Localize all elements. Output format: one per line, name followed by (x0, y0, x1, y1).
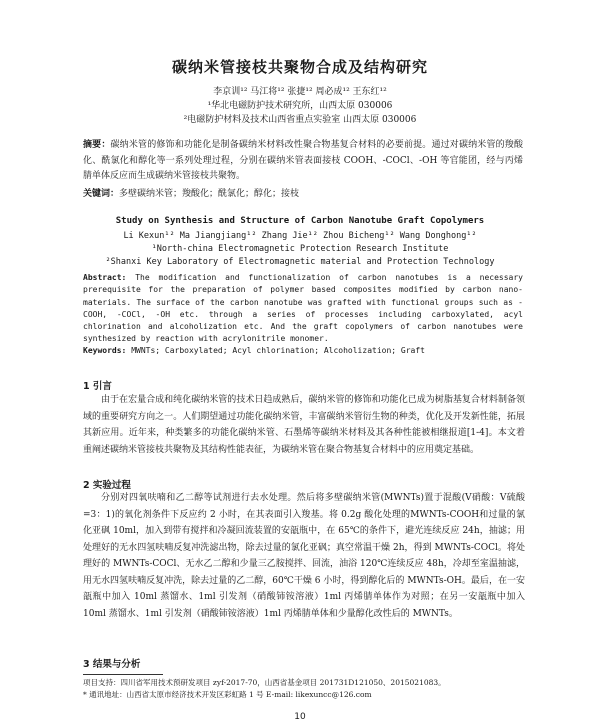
english-author-list: Li Kexun¹² Ma Jiangjiang¹² Zhang Jie¹² Zhou Bicheng¹² Wang Donghong¹² (123, 231, 477, 241)
paper-title: 碳纳米管接枝共聚物合成及结构研究 (171, 58, 428, 76)
footnote-contact: * 通讯地址：山西省太原市经济技术开发区彩虹路 1 号 E-mail: likexuncc@126.com (83, 690, 372, 699)
english-abstract (83, 272, 523, 346)
english-keywords (83, 346, 523, 355)
section-body-introduction: 由于在宏量合成和纯化碳纳米管的技术日趋成熟后，碳纳米管的修饰和功能化已成为树脂基复合材料制备领域的重要研究方向之一。人们期望通过功能化碳纳米管，丰富碳纳米管衍生物的种类，优化及开发新性能，拓展其新应用。近年来，种类繁多的功能化碳纳米管、石墨烯等碳纳米材料及其各种性能被相继报道[1-4]。本文着重阐述碳纳米管接枝共聚物及其结构性能表征，为碳纳米管在聚合物基复合材料中的应用奠定基础。 (83, 395, 525, 455)
english-abstract-label: Abstract: (83, 273, 127, 282)
english-affiliation-1: ¹North-china Electromagnetic Protection Research Institute (151, 244, 449, 254)
author-list: 李京训¹² 马江将¹² 张捷¹² 周必成¹² 王东红¹² (213, 87, 387, 97)
english-keywords-label: Keywords: (83, 346, 127, 355)
english-affiliation-2: ²Shanxi Key Laboratory of Electromagnetic material and Protection Technology (105, 257, 495, 267)
chinese-abstract-label: 摘要： (83, 140, 111, 150)
section-heading-introduction: 1 引言 (83, 381, 112, 392)
section-heading-results: 3 结果与分析 (83, 659, 141, 670)
footnote-funding: 项目支持：四川省军用技术预研发项目 zyf-2017-70，山西省基金项目 201731D121050、2015021083。 (83, 678, 446, 687)
chinese-keywords-label: 关键词： (83, 189, 120, 199)
section-heading-experiment: 2 实验过程 (83, 480, 131, 491)
chinese-keywords (83, 187, 523, 201)
footnote-divider (83, 674, 163, 675)
section-body-experiment: 分别对四氧呋喃和乙二醇等试剂进行去水处理。然后将多壁碳纳米管(MWNTs)置于混酸(V硝酸：V硫酸=3：1)的氧化剂条件下反应约 2 小时，在其表面引入羧基。将 0.2g 酸化处理的MWNTs-COOH和过量的氯化亚砜 10ml，加入到带有搅拌和冷凝回流装置的安瓿瓶中，在 65℃的条件下，避光连续反应 24h，抽滤；用处理好的无水四氢呋喃反复冲洗滤出物，除去过量的氯化亚砜；真空常温干燥 2h，得到 MWNTs-COCl。将处理好的 MWNTs-COCl、无水乙二醇和少量三乙胺搅拌、回流，油浴 120℃连续反应 48h，冷却至室温抽滤，用无水四氢呋喃反复冲洗，除去过量的乙二醇，60℃干燥 6 小时，得到醇化后的 MWNTs-OH。最后，在一安瓿瓶中加入 10ml 蒸馏水、1ml 引发剂（硝酸铈铵溶液）1ml 丙烯腈单体作为对照；在另一安瓿瓶中加入 10ml 蒸馏水、1ml 引发剂（硝酸铈铵溶液）1ml 丙烯腈单体和少量醇化改性后的 MWNTs。 (83, 493, 525, 619)
affiliation-1: ¹华北电磁防护技术研究所，山西太原 030006 (207, 101, 393, 111)
english-abstract-text: The modification and functionalization of carbon nanotubes is a necessary prerequisite for the preparation of polymer based composites modified by carbon nano-materials. The surface of the carbon nanotube was grafted with functional groups such as -COOH, -COCl, -OH etc. through a series of processes including carboxylated, acyl chlorination and alcoholization etc. And the graft copolymers of carbon nanotubes were synthesized by reaction with acrylonitrile monomer. (83, 273, 523, 344)
english-keywords-text: MWNTs; Carboxylated; Acyl chlorination; Alcoholization; Graft (131, 346, 425, 355)
chinese-abstract-text: 碳纳米管的修饰和功能化是制备碳纳米材料改性聚合物基复合材料的必要前提。通过对碳纳米管的羧酸化、酰氯化和醇化等一系列处理过程，分别在碳纳米管表面接枝 COOH、-COCl、-OH 等官能团，经与丙烯腈单体反应而生成碳纳米管接枝共聚物。 (83, 140, 523, 181)
page-number: 10 (294, 712, 306, 722)
english-title: Study on Synthesis and Structure of Carbon Nanotube Graft Copolymers (115, 216, 485, 226)
chinese-keywords-text: 多壁碳纳米管；羧酸化；酰氯化；醇化；接枝 (119, 189, 300, 199)
chinese-abstract (83, 138, 523, 185)
affiliation-2: ²电磁防护材料及技术山西省重点实验室 山西太原 030006 (183, 115, 417, 125)
